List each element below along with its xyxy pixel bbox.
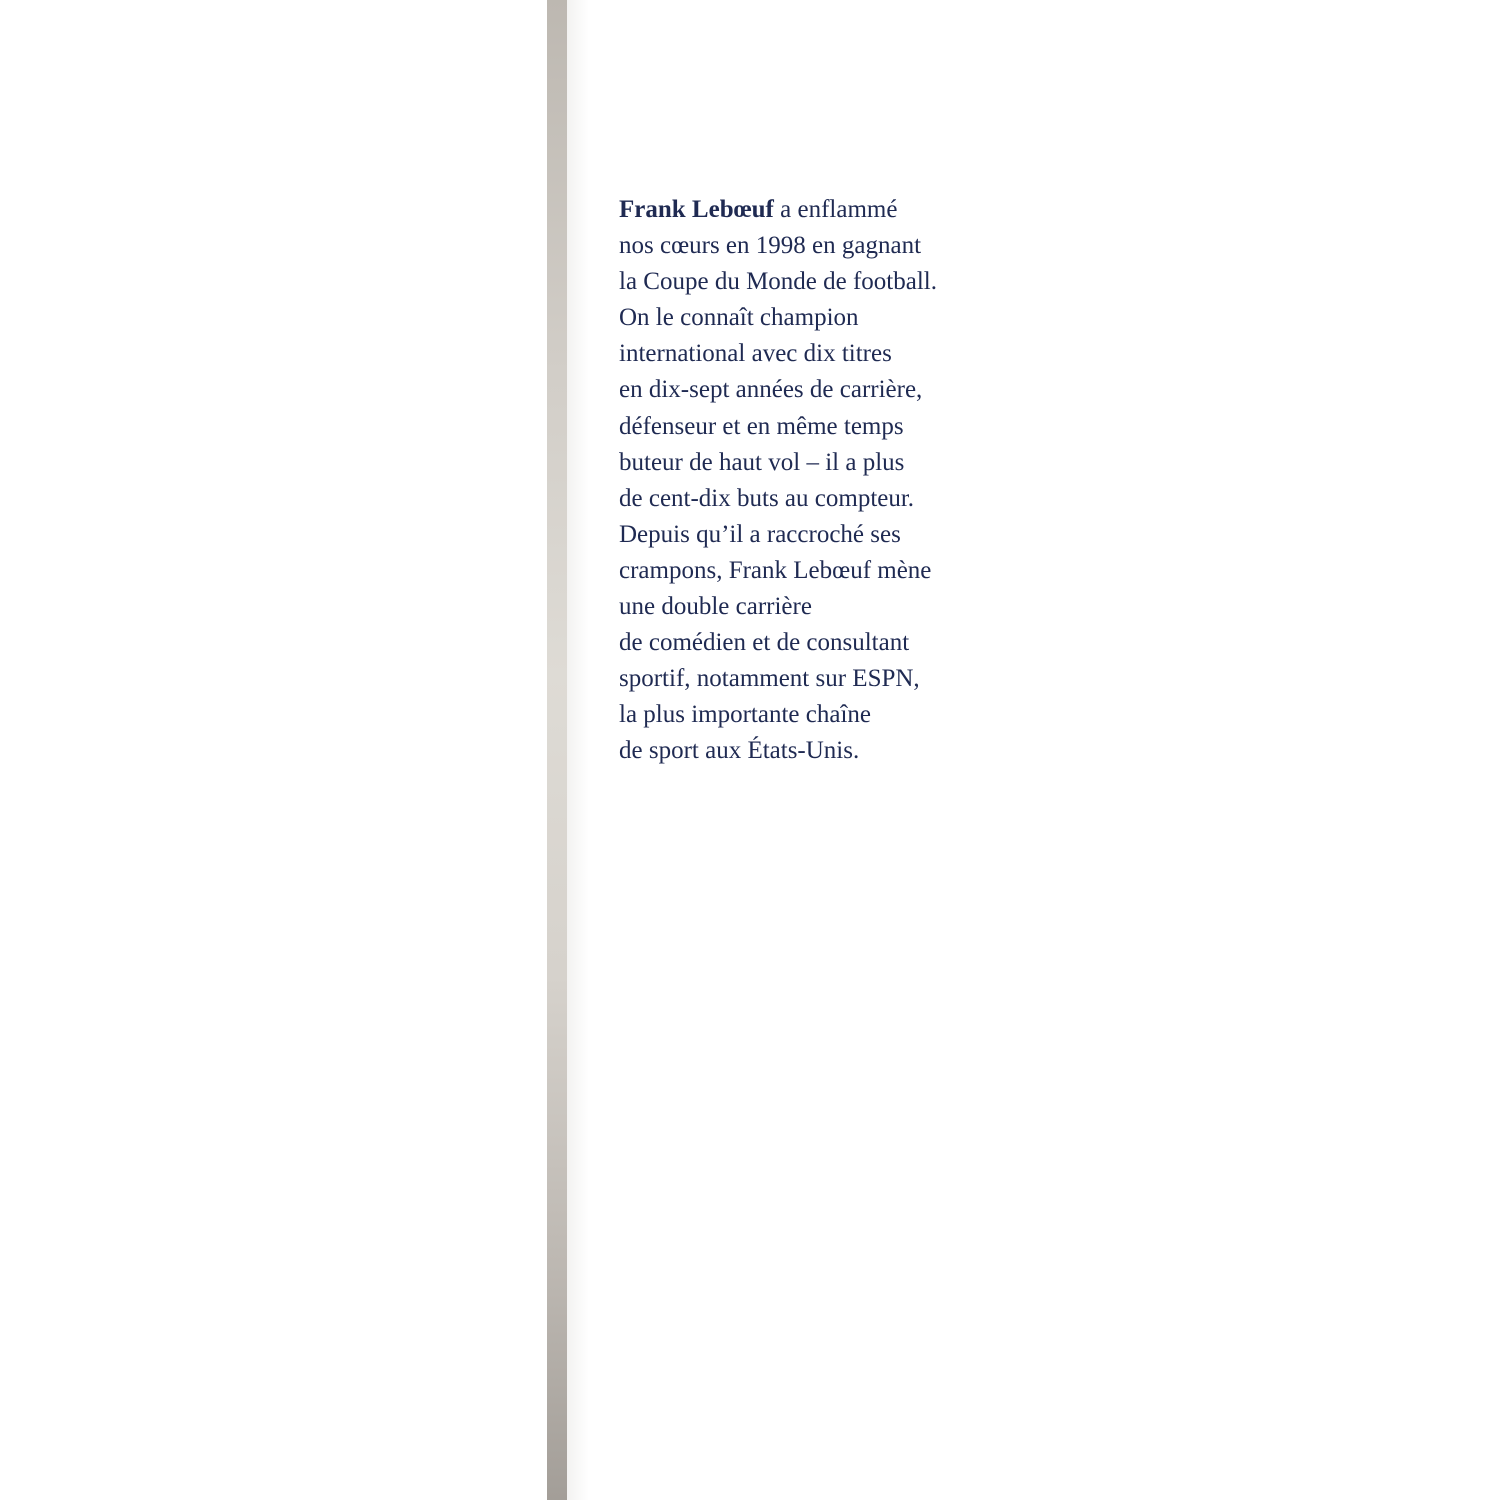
bio-line xyxy=(619,192,999,228)
bio-line: de cent-dix buts au compteur. xyxy=(619,484,915,512)
bio-line: de comédien et de consultant xyxy=(619,629,910,657)
bio-line: Depuis qu’il a raccroché ses xyxy=(619,520,901,548)
author-name: Frank Lebœuf xyxy=(619,196,774,223)
bio-line: défenseur et en même temps xyxy=(619,412,904,440)
bio-line: international avec dix titres xyxy=(619,340,892,368)
spine-shadow xyxy=(567,0,589,1500)
bio-line-rest: a enflammé xyxy=(773,196,898,223)
bio-line: On le connaît champion xyxy=(619,304,859,332)
bio-line: de sport aux États-Unis. xyxy=(619,737,860,765)
bio-line: la plus importante chaîne xyxy=(619,701,872,729)
author-bio xyxy=(619,192,999,770)
bio-line: en dix-sept années de carrière, xyxy=(619,376,923,404)
bio-line: buteur de haut vol – il a plus xyxy=(619,448,905,476)
book-spine xyxy=(547,0,567,1500)
bio-line: crampons, Frank Lebœuf mène xyxy=(619,556,932,584)
bio-line: une double carrière xyxy=(619,593,812,621)
bio-line: nos cœurs en 1998 en gagnant xyxy=(619,232,922,260)
bio-line: sportif, notamment sur ESPN, xyxy=(619,665,920,693)
bio-line: la Coupe du Monde de football. xyxy=(619,268,937,296)
